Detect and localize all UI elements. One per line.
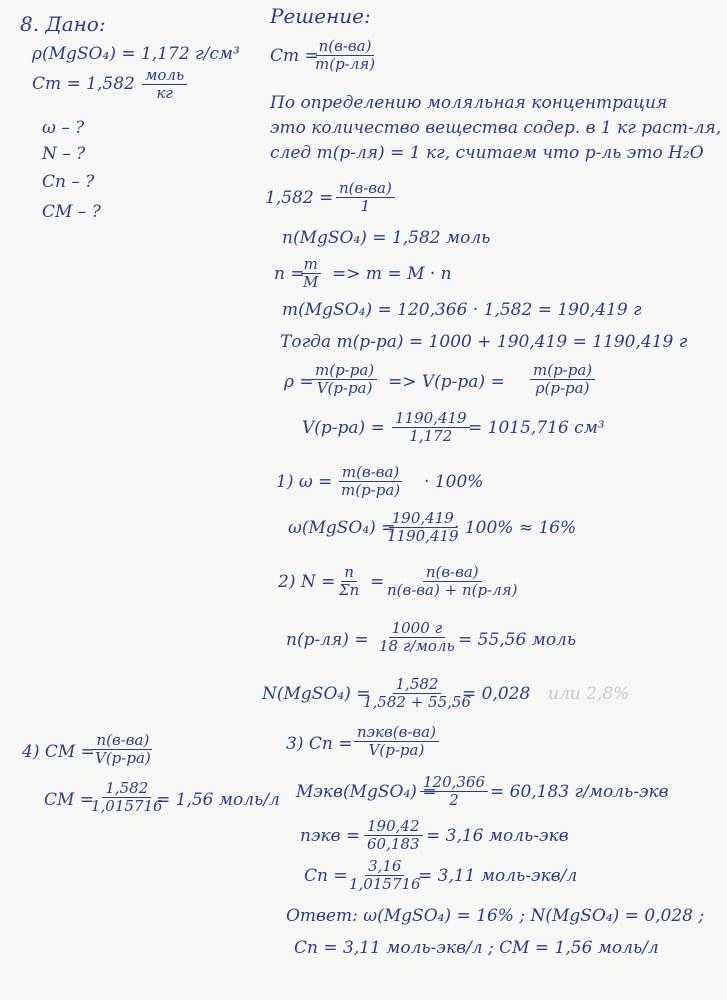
part3b-left: Mэкв(MgSO₄) = (296, 782, 437, 802)
frac-num: m(р-ра) (530, 362, 595, 380)
part3b-right: = 60,183 г/моль-экв (490, 782, 669, 802)
part1b-left: ω(MgSO₄) = (288, 518, 396, 538)
unknown-molarity: CM – ? (42, 202, 101, 222)
part3c-fraction (364, 818, 423, 853)
frac-den: 1190,419 (387, 527, 459, 545)
step7-left: V(р-ра) = (302, 418, 385, 438)
part1-fraction (338, 464, 403, 499)
part3b-fraction (420, 774, 488, 809)
frac-num: 190,419 (389, 510, 457, 528)
unknown-mass-fraction: ω – ? (42, 118, 85, 138)
molality-formula-left: Cm = (270, 46, 319, 66)
part3d-left: Cn = (304, 866, 348, 886)
unit-denominator: кг (156, 84, 173, 102)
part3c-right: = 3,16 моль-экв (426, 826, 569, 846)
given-molality: Cm = 1,582 (32, 74, 135, 94)
given-density: ρ(MgSO₄) = 1,172 г/см³ (32, 44, 240, 64)
frac-den: Σn (339, 581, 360, 599)
part3c-left: nэкв = (300, 826, 361, 846)
step4: m(MgSO₄) = 120,366 · 1,582 = 190,419 г (282, 300, 642, 320)
frac-num: n (341, 564, 357, 582)
frac-num: 1190,419 (392, 410, 470, 428)
part1-right: · 100% (424, 472, 484, 492)
frac-num: 3,16 (365, 858, 404, 876)
part4-fraction (92, 732, 154, 767)
unknown-mole-fraction: N – ? (42, 144, 86, 164)
answer-line-1: Ответ: ω(MgSO₄) = 16% ; N(MgSO₄) = 0,028 ; (286, 906, 705, 926)
frac-den: 18 г/моль (379, 637, 455, 655)
part2c-fraction (360, 676, 474, 711)
part2-fraction-2 (384, 564, 520, 599)
frac-den: V(р-ра) (95, 749, 151, 767)
frac-den: m(р-ра) (341, 481, 401, 499)
frac-den: 1,015716 (91, 797, 163, 815)
step6-fraction (312, 362, 377, 397)
frac-num: 1,582 (102, 780, 151, 798)
frac-den: V(р-ра) (368, 741, 425, 759)
frac-num: m(р-ра) (312, 362, 377, 380)
frac-den: m(р-ля) (315, 55, 376, 73)
part2-label: 2) N = (278, 572, 336, 592)
step1-left: 1,582 = (265, 188, 334, 208)
part2c-left: N(MgSO₄) = (262, 684, 371, 704)
part4-calc-right: = 1,56 моль/л (156, 790, 280, 810)
frac-den: 1 (360, 197, 371, 215)
step3-fraction (300, 256, 321, 291)
frac-den: 1,172 (409, 427, 453, 445)
step1-fraction (336, 180, 395, 215)
step5: Тогда m(р-ра) = 1000 + 190,419 = 1190,419 г (280, 332, 688, 352)
step6-mid: => V(р-ра) = (388, 372, 505, 392)
unknown-normality: Cn – ? (42, 172, 95, 192)
frac-num: n(в-ва) (336, 180, 395, 198)
frac-den: M (303, 273, 319, 291)
part2b-left: n(р-ля) = (286, 630, 369, 650)
part3-fraction (354, 724, 439, 759)
part3d-right: = 3,11 моль-экв/л (418, 866, 578, 886)
frac-den: 60,183 (367, 835, 420, 853)
frac-num: 190,42 (364, 818, 423, 836)
frac-num: n(в-ва) (423, 564, 482, 582)
frac-den: 1,582 + 55,56 (363, 693, 471, 711)
frac-num: 1000 г (389, 620, 446, 638)
frac-num: m (301, 256, 321, 274)
frac-num: nэкв(в-ва) (354, 724, 439, 742)
part1b-right: · 100% ≈ 16% (454, 518, 577, 538)
frac-num: 120,366 (420, 774, 488, 792)
frac-num: 1,582 (393, 676, 442, 694)
part1b-fraction (384, 510, 462, 545)
frac-den: 2 (449, 791, 459, 809)
unit-numerator: моль (142, 67, 187, 85)
step3-left: n = (274, 264, 305, 284)
frac-den: ρ(р-ра) (535, 379, 590, 397)
frac-den: 1,015716 (349, 875, 421, 893)
part2c-faint-note: или 2,8% (548, 684, 630, 704)
step3-right: => m = M · n (332, 264, 452, 284)
answer-line-2: Cn = 3,11 моль-экв/л ; CM = 1,56 моль/л (294, 938, 659, 958)
part2b-fraction (376, 620, 458, 655)
solution-heading: Решение: (270, 4, 371, 28)
part4-calc-fraction (88, 780, 166, 815)
step6-fraction-2 (530, 362, 595, 397)
step6-left: ρ = (284, 372, 314, 392)
step7-right: = 1015,716 см³ (468, 418, 605, 438)
part4-calc-left: CM = (44, 790, 95, 810)
given-title: 8. Дано: (20, 12, 106, 36)
molality-formula-fraction (312, 38, 378, 73)
part1-label: 1) ω = (276, 472, 333, 492)
definition-line-2: это количество вещества содер. в 1 кг раст-ля, (270, 118, 722, 138)
frac-den: n(в-ва) + n(р-ля) (387, 581, 518, 599)
frac-num: m(в-ва) (339, 464, 402, 482)
definition-line-1: По определению моляльная концентрация (270, 93, 668, 113)
step2: n(MgSO₄) = 1,582 моль (282, 228, 491, 248)
part2-fraction (336, 564, 362, 599)
frac-den: V(р-ра) (316, 379, 373, 397)
part3-label: 3) Cn = (286, 734, 353, 754)
definition-line-3: след m(р-ля) = 1 кг, считаем что р-ль это H₂O (270, 143, 704, 163)
part2-eq: = (370, 572, 385, 592)
frac-num: n(в-ва) (316, 38, 375, 56)
part4-label: 4) CM = (22, 742, 95, 762)
frac-num: n(в-ва) (93, 732, 152, 750)
part3d-fraction (346, 858, 424, 893)
step7-fraction (392, 410, 470, 445)
part2b-right: = 55,56 моль (458, 630, 577, 650)
given-molality-unit (142, 67, 187, 102)
part2c-right: = 0,028 (462, 684, 531, 704)
